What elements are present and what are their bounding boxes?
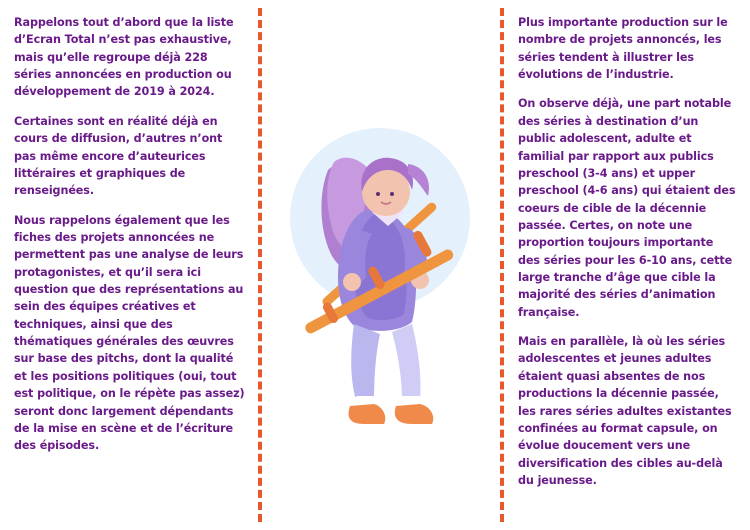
paragraph: Plus importante production sur le nombre de projets annoncés, les séries tendent à illustrer les évolutions de l’industrie. — [518, 16, 728, 82]
character-with-staff-illustration — [268, 100, 492, 430]
eye-right — [390, 192, 394, 196]
dashed-divider-right — [500, 8, 504, 522]
paragraph: Rappelons tout d’abord que la liste d’Ecran Total n’est pas exhaustive, mais qu’elle regroupe déjà 228 séries annoncées en production ou développement de 2019 à 2024. — [14, 16, 234, 99]
pant-left — [351, 324, 380, 400]
paragraph: Certaines sont en réalité déjà en cours de diffusion, d’autres n’ont pas même encore d’auteurices littéraires et graphiques de renseignées. — [14, 114, 223, 198]
hand-left — [343, 273, 361, 291]
right-text-column — [518, 14, 736, 489]
shoe-right — [395, 404, 433, 424]
paragraph: On observe déjà, une part notable des séries à destination d’un public adolescent, adulte et familial par rapport aux publics preschool (3-4 ans) et upper preschool (4-6 ans) qui étaient des coeurs de cible de la décennie passée. Certes, on note une proportion toujours importante des séries pour les 6-10 ans, cette large tranche d’âge que cible la majorité des séries d’animation française. — [518, 97, 736, 319]
shoe-left — [349, 404, 386, 424]
character-svg — [268, 100, 492, 430]
paragraph: Mais en parallèle, là où les séries adolescentes et jeunes adultes étaient quasi absentes de nos productions la décennie passée, les rares séries adultes existantes confinées au format capsule, on évolue doucement vers une diversification des cibles au-delà du jeunesse. — [518, 335, 732, 487]
paragraph: Nous rappelons également que les fiches des projets annoncées ne permettent pas une analyse de leurs protagonistes, et qu’il sera ici question que des représentations au sein des équipes créatives et techniques, ainsi que des thématiques générales des œuvres sur base des pitchs, dont la qualité et les positions politiques (oui, tout est politique, on le répète pas assez) seront donc largement dépendants de la mise en scène et de l’écriture des épisodes. — [14, 213, 245, 453]
eye-left — [376, 192, 380, 196]
left-text-column — [14, 14, 246, 455]
dashed-divider-left — [258, 8, 262, 522]
pant-right — [392, 324, 421, 400]
